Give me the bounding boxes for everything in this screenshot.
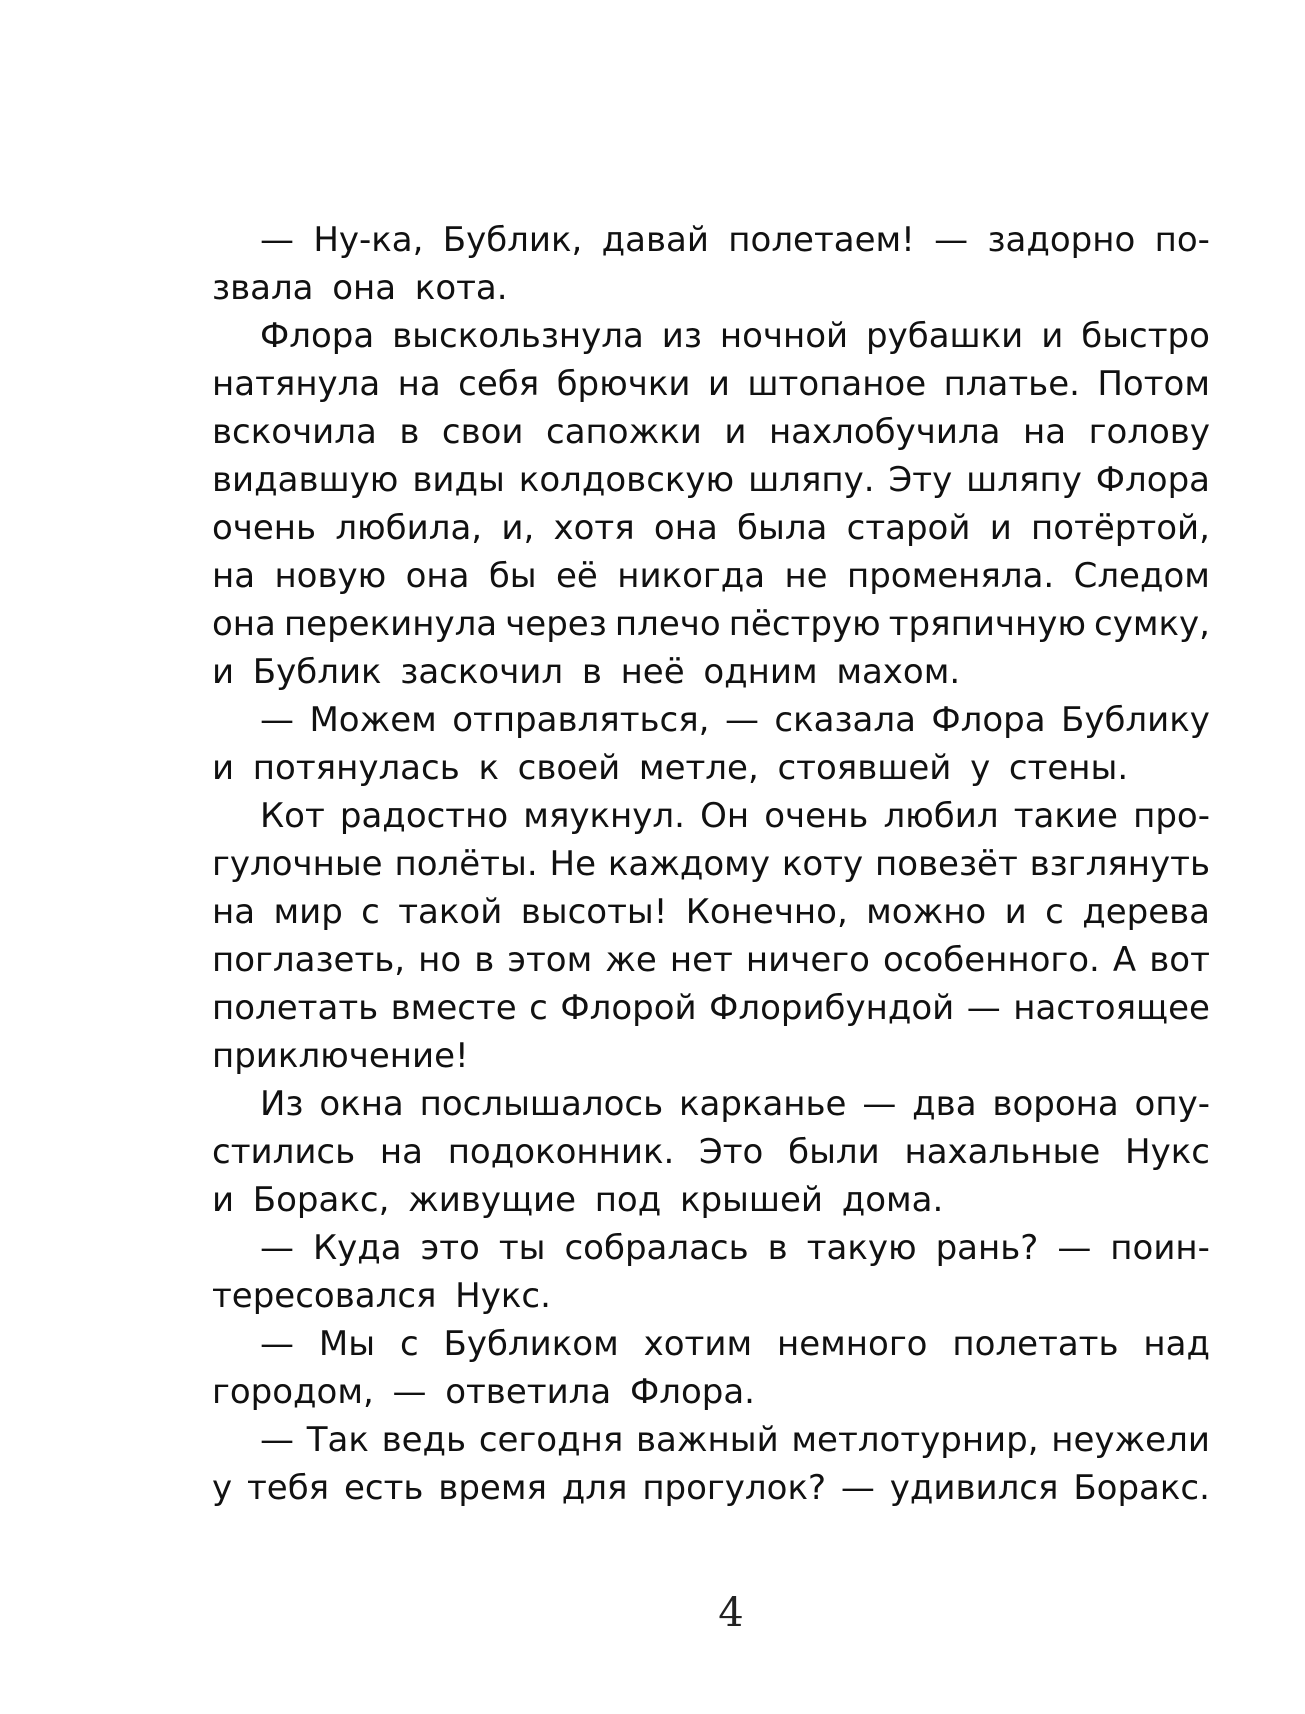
text-line [212, 696, 1210, 744]
text-line [212, 744, 1210, 792]
word: и [989, 508, 1012, 548]
word: тебя [246, 1468, 330, 1508]
word: пёструю [728, 604, 881, 644]
text-line [212, 888, 1210, 936]
word: поглазеть, [212, 940, 406, 980]
page-number: 4 [718, 1590, 744, 1636]
word: послышалось [419, 1084, 664, 1124]
text-line [212, 1416, 1210, 1464]
word: для [561, 1468, 628, 1508]
word: стены. [1008, 748, 1129, 788]
text-line [212, 1464, 1210, 1512]
word: такую [806, 1228, 917, 1268]
word: Флорой [560, 988, 697, 1028]
word: в [474, 940, 495, 980]
word: полетать [212, 988, 379, 1028]
word: видавшую [212, 460, 399, 500]
word: с [361, 892, 380, 932]
word: — [260, 1420, 294, 1460]
word: про- [1133, 796, 1210, 836]
text-line [212, 1176, 1210, 1224]
word: потёртой, [1031, 508, 1210, 548]
word: А [1112, 940, 1137, 980]
text-line [212, 936, 1210, 984]
word: и [212, 748, 235, 788]
word: крышей [679, 1180, 824, 1220]
word: с [399, 1324, 419, 1364]
word: дерева [1082, 892, 1210, 932]
word: Флора [1095, 460, 1210, 500]
word: Это [699, 1132, 764, 1172]
word: у [970, 748, 991, 788]
word: карканье [678, 1084, 847, 1124]
word: Бублик [252, 652, 382, 692]
word: Потом [1097, 364, 1210, 404]
word: на [212, 892, 256, 932]
word: — [934, 220, 969, 260]
word: Из [260, 1084, 304, 1124]
word: мяукнул. [523, 796, 685, 836]
word: заскочил [400, 652, 564, 692]
word: же [605, 940, 657, 980]
word: тересовался [212, 1276, 437, 1316]
word: дома. [841, 1180, 944, 1220]
word: и [1041, 316, 1064, 356]
word: на [379, 1132, 423, 1172]
word: Бублик, [442, 220, 583, 260]
text-line [212, 648, 1210, 696]
word: Можем [309, 700, 437, 740]
word: немного [776, 1324, 928, 1364]
text-line [212, 504, 1210, 552]
word: очень [212, 508, 317, 548]
word: поин- [1110, 1228, 1210, 1268]
word: были [788, 1132, 880, 1172]
word: Флора [260, 316, 375, 356]
word: тряпичную [888, 604, 1086, 644]
text-line [212, 408, 1210, 456]
word: свои [441, 412, 524, 452]
word: высоты! [520, 892, 668, 932]
word: удивился [889, 1468, 1059, 1508]
word: шляпу. [748, 460, 875, 500]
word: два [912, 1084, 977, 1124]
word: Следом [1073, 556, 1210, 596]
word: одним [703, 652, 818, 692]
word: полетать [952, 1324, 1119, 1364]
word: кота. [414, 268, 508, 308]
word: — [966, 988, 1001, 1028]
word: Куда [312, 1228, 402, 1268]
word: собралась [564, 1228, 749, 1268]
word: старой [846, 508, 971, 548]
word: в [399, 412, 420, 452]
word: вместе [390, 988, 517, 1028]
word: нахлобучила [768, 412, 1001, 452]
text-line [212, 1128, 1210, 1176]
text-line [212, 456, 1210, 504]
word: любил [883, 796, 999, 836]
word: перекинула [283, 604, 498, 644]
word: ведь [381, 1420, 467, 1460]
text-line [212, 1320, 1210, 1368]
word: она [653, 508, 718, 548]
word: опу- [1134, 1084, 1210, 1124]
word: отправляться, [452, 700, 710, 740]
word: можно [866, 892, 987, 932]
word: Кот [260, 796, 325, 836]
text-line [212, 312, 1210, 360]
word: Бублику [1061, 700, 1210, 740]
word: была [737, 508, 828, 548]
word: неужели [1051, 1420, 1210, 1460]
text-line [212, 264, 1210, 312]
text-line [212, 1224, 1210, 1272]
text-line [212, 840, 1210, 888]
word: подоконник. [447, 1132, 675, 1172]
word: своей [517, 748, 621, 788]
word: Флора. [629, 1372, 755, 1412]
text-line [212, 984, 1210, 1032]
word: каждому [607, 844, 770, 884]
word: хотя [553, 508, 635, 548]
word: приключение! [212, 1036, 469, 1076]
word: у [212, 1468, 233, 1508]
word: через [505, 604, 607, 644]
word: Ну-ка, [313, 220, 424, 260]
word: рань? [935, 1228, 1039, 1268]
word: мир [273, 892, 343, 932]
word: любила, [335, 508, 483, 548]
word: Боракс, [252, 1180, 390, 1220]
word: колдовскую [518, 460, 735, 500]
word: — [392, 1372, 427, 1412]
word: и [707, 364, 731, 404]
word: — [840, 1468, 875, 1508]
word: такие [1013, 796, 1118, 836]
word: — [260, 700, 294, 740]
word: вот [1149, 940, 1210, 980]
word: себя [458, 364, 540, 404]
word: — [260, 220, 294, 260]
word: ты [498, 1228, 546, 1268]
word: — [260, 1324, 294, 1364]
word: она [212, 604, 276, 644]
word: не [784, 556, 828, 596]
text-line [212, 1272, 1210, 1320]
word: городом, [212, 1372, 374, 1412]
word: променяла. [846, 556, 1055, 596]
word: голову [1088, 412, 1210, 452]
word: на [212, 556, 256, 596]
word: — [260, 1228, 294, 1268]
word: рубашки [866, 316, 1024, 356]
text-line [212, 1032, 1210, 1080]
word: махом. [836, 652, 961, 692]
word: ночной [719, 316, 849, 356]
word: и, [501, 508, 535, 548]
word: — [724, 700, 759, 740]
word: шляпу [966, 460, 1082, 500]
word: важный [636, 1420, 779, 1460]
word: прогулок? [642, 1468, 827, 1508]
word: метлотурнир, [791, 1420, 1039, 1460]
word: сумку, [1094, 604, 1210, 644]
word: по- [1154, 220, 1210, 260]
word: над [1143, 1324, 1210, 1364]
word: ничего [745, 940, 870, 980]
body-text [212, 216, 1210, 1512]
text-line [212, 1080, 1210, 1128]
word: Так [306, 1420, 369, 1460]
word: Флора [931, 700, 1046, 740]
word: штопаное [747, 364, 927, 404]
text-line [212, 552, 1210, 600]
word: она [332, 268, 397, 308]
word: Боракс. [1073, 1468, 1210, 1508]
word: такой [398, 892, 503, 932]
word: это [420, 1228, 480, 1268]
word: под [594, 1180, 662, 1220]
word: Мы [318, 1324, 376, 1364]
text-line [212, 360, 1210, 408]
word: Флорибундой [709, 988, 955, 1028]
word: потянулась [252, 748, 460, 788]
word: звала [212, 268, 314, 308]
word: повезёт [874, 844, 1018, 884]
word: сегодня [478, 1420, 624, 1460]
word: Конечно, [685, 892, 848, 932]
word: быстро [1081, 316, 1210, 356]
word: Бубликом [443, 1324, 619, 1364]
word: ворона [992, 1084, 1119, 1124]
word: она [405, 556, 470, 596]
word: никогда [617, 556, 766, 596]
word: в [767, 1228, 788, 1268]
word: Не [549, 844, 596, 884]
word: настоящее [1013, 988, 1210, 1028]
word: стоявшей [777, 748, 952, 788]
word: бы [488, 556, 537, 596]
word: брючки [556, 364, 691, 404]
word: сказала [774, 700, 916, 740]
word: но [418, 940, 462, 980]
word: полетаем! [728, 220, 915, 260]
word: на [397, 364, 441, 404]
word: хотим [643, 1324, 753, 1364]
word: Нукс. [455, 1276, 551, 1316]
word: из [661, 316, 702, 356]
word: — [862, 1084, 897, 1124]
word: взглянуть [1029, 844, 1210, 884]
word: плечо [614, 604, 721, 644]
word: стились [212, 1132, 356, 1172]
word: платье. [943, 364, 1080, 404]
text-line [212, 216, 1210, 264]
word: её [556, 556, 598, 596]
word: выскользнула [392, 316, 644, 356]
word: живущие [408, 1180, 577, 1220]
word: метле, [638, 748, 759, 788]
word: и [1004, 892, 1027, 932]
word: есть [343, 1468, 424, 1508]
word: и [212, 652, 235, 692]
word: окна [319, 1084, 404, 1124]
word: давай [601, 220, 709, 260]
word: гулочные [212, 844, 383, 884]
word: на [1023, 412, 1067, 452]
word: вскочила [212, 412, 377, 452]
word: натянула [212, 364, 381, 404]
word: новую [274, 556, 387, 596]
word: ответила [445, 1372, 612, 1412]
word: очень [764, 796, 869, 836]
word: радостно [339, 796, 509, 836]
word: и [724, 412, 747, 452]
word: Нукс [1125, 1132, 1210, 1172]
word: неё [620, 652, 685, 692]
text-line [212, 600, 1210, 648]
word: сапожки [546, 412, 702, 452]
word: этом [507, 940, 593, 980]
word: коту [781, 844, 864, 884]
word: и [212, 1180, 235, 1220]
word: нахальные [904, 1132, 1101, 1172]
word: Он [700, 796, 750, 836]
word: нет [669, 940, 733, 980]
word: особенного. [882, 940, 1100, 980]
word: с [529, 988, 548, 1028]
word: — [1057, 1228, 1092, 1268]
word: виды [412, 460, 505, 500]
word: время [438, 1468, 547, 1508]
word: в [581, 652, 602, 692]
word: полёты. [394, 844, 538, 884]
text-line [212, 792, 1210, 840]
word: задорно [987, 220, 1136, 260]
word: с [1045, 892, 1064, 932]
word: к [478, 748, 499, 788]
text-line [212, 1368, 1210, 1416]
word: Эту [888, 460, 953, 500]
